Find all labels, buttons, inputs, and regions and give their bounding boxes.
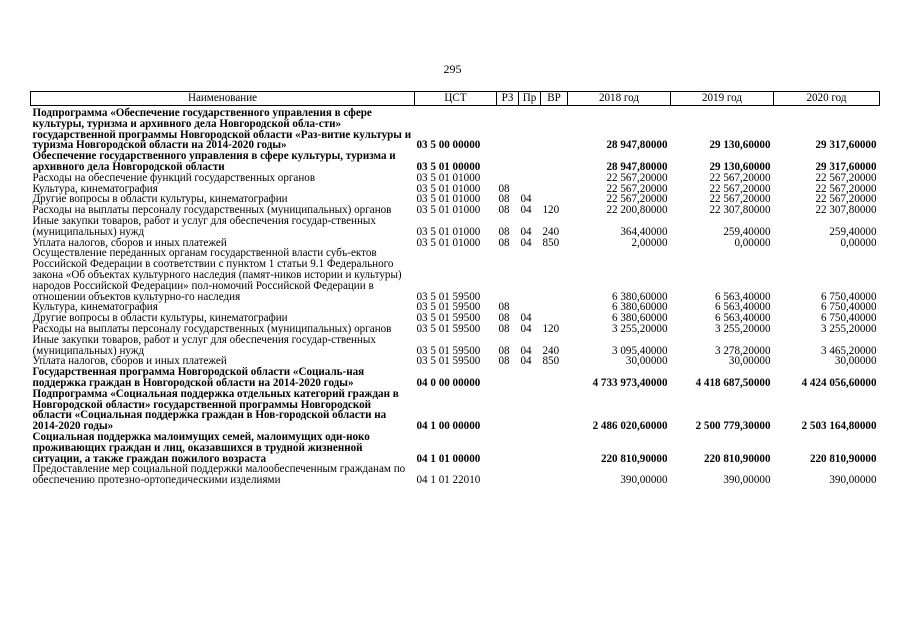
cell-cst: 03 5 00 00000 (416, 139, 481, 152)
cell-cst: 03 5 01 00000 (416, 160, 481, 173)
cell-2018: 28 947,80000 (606, 160, 668, 173)
cell-vr (541, 248, 568, 302)
cell-2018: 6 380,60000 (612, 301, 668, 314)
table-row (31, 367, 880, 389)
table-row (31, 389, 880, 432)
cell-rz: 08 (498, 193, 510, 206)
cell-name: Расходы на выплаты персоналу государственных (муниципальных) органов (32, 322, 392, 335)
cell-2018: 28 947,80000 (606, 139, 668, 152)
cell-pr (519, 367, 541, 389)
cell-2020: 259,40000 (829, 225, 877, 238)
cell-pr (519, 248, 541, 302)
cell-2019: 22 567,20000 (709, 182, 771, 195)
cell-vr: 850 (542, 355, 560, 368)
cell-2018: 4 733 973,40000 (592, 376, 668, 389)
cell-vr (541, 184, 568, 195)
cell-pr: 04 (520, 322, 532, 335)
cell-cst: 03 5 01 59500 (416, 312, 481, 325)
cell-2018: 3 255,20000 (612, 322, 668, 335)
cell-vr (541, 173, 568, 184)
cell-2020: 22 567,20000 (815, 171, 877, 184)
cell-name: Подпрограмма «Социальная поддержка отдельных категорий граждан в Новгородской области» государственной программы Новгородской области «Социальная поддержка граждан в Нов-городской области на 2014-2020 годы» (32, 387, 399, 433)
cell-name: Подпрограмма «Обеспечение государственного управления в сфере культуры, туризма и архивного дела Новгородской обла-сти» государственной программы Новгородской области «Раз-витие культуры и туризма Новгородской области на 2014-2020 годы» (32, 107, 412, 152)
cell-2018: 6 380,60000 (612, 290, 668, 303)
cell-cst: 04 1 00 00000 (416, 420, 481, 433)
col-header-cst: ЦСТ (415, 92, 497, 106)
table-row (31, 432, 880, 464)
cell-2018: 22 567,20000 (606, 193, 668, 206)
cell-rz (497, 464, 519, 486)
cell-vr (541, 302, 568, 313)
page-number: 295 (443, 62, 462, 76)
cell-name: Иные закупки товаров, работ и услуг для обеспечения государ-ственных (муниципальных) нужд (32, 214, 376, 238)
cell-pr: 04 (520, 193, 532, 206)
cell-name: Социальная поддержка малоимущих семей, малоимущих оди-ноко проживающих граждан и лиц, оказавшихся в трудной жизненной ситуации, а также граждан пожилого возраста (32, 430, 370, 465)
cell-pr (519, 432, 541, 464)
cell-cst: 03 5 01 01000 (416, 193, 481, 206)
cell-2018: 22 567,20000 (606, 182, 668, 195)
cell-pr: 04 (520, 355, 532, 368)
cell-cst: 03 5 01 59500 (416, 301, 481, 314)
cell-pr (519, 173, 541, 184)
cell-2019: 3 278,20000 (715, 344, 771, 357)
cell-name: Культура, кинематография (32, 301, 158, 314)
cell-2020: 6 750,40000 (821, 290, 877, 303)
cell-2018: 6 380,60000 (612, 312, 668, 325)
cell-2019: 29 130,60000 (709, 160, 771, 173)
cell-2019: 30,00000 (728, 355, 771, 368)
table-row (31, 216, 880, 238)
cell-2020: 6 750,40000 (821, 312, 877, 325)
table-row (31, 464, 880, 486)
col-header-vr: ВР (541, 92, 568, 106)
cell-2018: 390,00000 (620, 474, 668, 487)
cell-cst: 03 5 01 01000 (416, 171, 481, 184)
cell-cst: 03 5 01 01000 (416, 225, 481, 238)
cell-vr: 120 (542, 322, 560, 335)
cell-2019: 6 563,40000 (715, 290, 771, 303)
cell-cst: 03 5 01 59500 (416, 322, 481, 335)
cell-name: Иные закупки товаров, работ и услуг для обеспечения государ-ственных (муниципальных) нужд (32, 333, 376, 357)
cell-name: Расходы на обеспечение функций государственных органов (32, 171, 316, 184)
cell-2020: 22 307,80000 (815, 204, 877, 217)
cell-rz (497, 389, 519, 432)
cell-2019: 4 418 687,50000 (695, 376, 771, 389)
cell-cst: 03 5 01 59500 (416, 344, 481, 357)
cell-2020: 2 503 164,80000 (801, 420, 877, 433)
cell-vr: 240 (542, 225, 560, 238)
cell-rz (497, 173, 519, 184)
table-row (31, 248, 880, 302)
cell-cst: 03 5 01 01000 (416, 182, 481, 195)
cell-pr: 04 (520, 312, 532, 325)
cell-cst: 03 5 01 59500 (416, 355, 481, 368)
cell-2019: 22 567,20000 (709, 171, 771, 184)
cell-2020: 4 424 056,60000 (801, 376, 877, 389)
col-header-2018: 2018 год (568, 92, 671, 106)
cell-rz: 08 (498, 312, 510, 325)
cell-2018: 3 095,40000 (612, 344, 668, 357)
cell-rz (497, 106, 519, 152)
cell-pr (519, 464, 541, 486)
cell-2018: 22 200,80000 (606, 204, 668, 217)
cell-2019: 259,40000 (723, 225, 771, 238)
table-row (31, 173, 880, 184)
budget-table (30, 91, 880, 486)
cell-name: Уплата налогов, сборов и иных платежей (32, 355, 227, 368)
cell-vr (541, 389, 568, 432)
table-header-row (31, 92, 880, 106)
cell-rz: 08 (498, 204, 510, 217)
cell-rz: 08 (498, 236, 510, 249)
cell-2019: 22 307,80000 (709, 204, 771, 217)
cell-vr (541, 464, 568, 486)
cell-vr (541, 432, 568, 464)
cell-2018: 220 810,90000 (600, 452, 668, 465)
table-body (31, 106, 880, 486)
col-header-name: Наименование (31, 92, 415, 106)
cell-2020: 220 810,90000 (809, 452, 877, 465)
cell-rz (497, 367, 519, 389)
cell-cst: 04 1 01 00000 (416, 452, 481, 465)
cell-2019: 390,00000 (723, 474, 771, 487)
cell-pr (519, 389, 541, 432)
cell-cst: 03 5 01 59500 (416, 290, 481, 303)
cell-name: Другие вопросы в области культуры, кинематографии (32, 312, 288, 325)
cell-2018: 30,00000 (625, 355, 668, 368)
cell-2020: 3 465,20000 (821, 344, 877, 357)
table-row (31, 151, 880, 173)
cell-vr: 850 (542, 236, 560, 249)
cell-2018: 2 486 020,60000 (592, 420, 668, 433)
cell-vr (541, 106, 568, 152)
cell-2019: 22 567,20000 (709, 193, 771, 206)
cell-name: Расходы на выплаты персоналу государственных (муниципальных) органов (32, 204, 392, 217)
cell-2020: 0,00000 (840, 236, 877, 249)
cell-2018: 364,40000 (620, 225, 668, 238)
cell-pr (519, 151, 541, 173)
cell-name: Другие вопросы в области культуры, кинематографии (32, 193, 288, 206)
cell-vr (541, 367, 568, 389)
cell-name: Уплата налогов, сборов и иных платежей (32, 236, 227, 249)
col-header-2019: 2019 год (671, 92, 774, 106)
cell-2019: 6 563,40000 (715, 312, 771, 325)
cell-name: Государственная программа Новгородской области «Социаль-ная поддержка граждан в Новгородской области на 2014-2020 годы» (32, 366, 365, 389)
cell-rz (497, 248, 519, 302)
cell-rz: 08 (498, 344, 510, 357)
cell-2020: 22 567,20000 (815, 182, 877, 195)
cell-2019: 3 255,20000 (715, 322, 771, 335)
cell-name: Культура, кинематография (32, 182, 158, 195)
cell-2020: 3 255,20000 (821, 322, 877, 335)
cell-2020: 29 317,60000 (815, 160, 877, 173)
cell-vr: 240 (542, 344, 560, 357)
cell-2018: 22 567,20000 (606, 171, 668, 184)
cell-rz (497, 432, 519, 464)
cell-2020: 30,00000 (834, 355, 877, 368)
cell-2020: 22 567,20000 (815, 193, 877, 206)
cell-cst: 04 0 00 00000 (416, 376, 481, 389)
cell-2020: 390,00000 (829, 474, 877, 487)
cell-rz: 08 (498, 182, 510, 195)
cell-rz: 08 (498, 301, 510, 314)
col-header-2020: 2020 год (774, 92, 880, 106)
cell-pr: 04 (520, 225, 532, 238)
cell-cst: 03 5 01 01000 (416, 236, 481, 249)
cell-2020: 6 750,40000 (821, 301, 877, 314)
cell-cst: 03 5 01 01000 (416, 204, 481, 217)
cell-2019: 6 563,40000 (715, 301, 771, 314)
cell-name: Предоставление мер социальной поддержки малообеспеченным гражданам по обеспечению протезно-ортопедическими изделиями (32, 463, 406, 487)
cell-name: Осуществление переданных органам государственной власти субъ-ектов Российской Федерации в соответствии с пунктом 1 статьи 9.1 Федерального закона «Об объектах культурного наследия (памят-ников истории и культуры) народов Российской Федерации» пол-номочий Российской Федерации в отношении объектов культурно-го наследия (32, 247, 402, 303)
cell-rz (497, 151, 519, 173)
cell-pr: 04 (520, 344, 532, 357)
table-row (31, 335, 880, 357)
cell-2019: 29 130,60000 (709, 139, 771, 152)
cell-name: Обеспечение государственного управления в сфере культуры, туризма и архивного дела Новгородской области (32, 150, 396, 173)
cell-pr (519, 106, 541, 152)
cell-vr: 120 (542, 204, 560, 217)
cell-2019: 2 500 779,30000 (695, 420, 771, 433)
cell-pr: 04 (520, 204, 532, 217)
cell-pr: 04 (520, 236, 532, 249)
cell-2019: 220 810,90000 (703, 452, 771, 465)
col-header-pr: Пр (519, 92, 541, 106)
cell-rz: 08 (498, 225, 510, 238)
cell-rz: 08 (498, 355, 510, 368)
cell-cst: 04 1 01 22010 (416, 474, 481, 487)
cell-2019: 0,00000 (734, 236, 771, 249)
col-header-rz: РЗ (497, 92, 519, 106)
cell-vr (541, 151, 568, 173)
cell-2020: 29 317,60000 (815, 139, 877, 152)
table-row (31, 106, 880, 152)
cell-rz: 08 (498, 322, 510, 335)
cell-2018: 2,00000 (631, 236, 668, 249)
